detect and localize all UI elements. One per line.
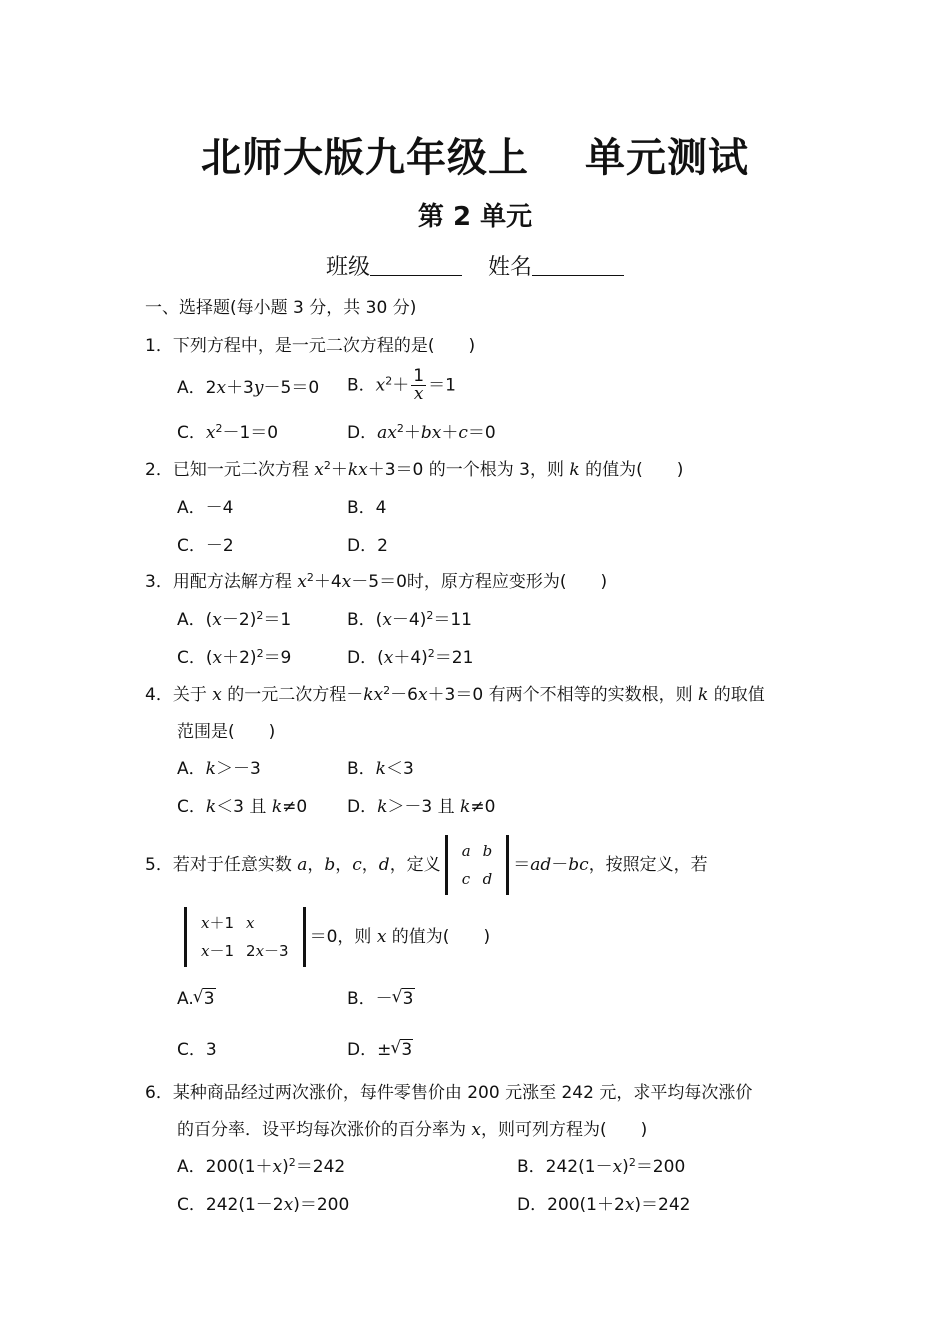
- q5-option-d[interactable]: [347, 1039, 413, 1061]
- q4-text-1: 关于: [172, 685, 213, 705]
- q5-option-b[interactable]: [347, 988, 415, 1010]
- q4-option-c[interactable]: C．k＜3 且 k≠0: [177, 797, 308, 817]
- option-label: A．: [177, 759, 206, 779]
- q2-stem: 2．已知一元二次方程 $x^2+kx+3=0$ 的一个根为 3，则 k 的值为( ): [145, 459, 684, 480]
- q6-text-2: 的百分率．设平均每次涨价的百分率为: [177, 1120, 472, 1140]
- q4-option-d[interactable]: D．k＞－3 且 k≠0: [347, 797, 496, 817]
- option-label: C．: [177, 797, 206, 817]
- q5-text-4: ＝0，则: [309, 927, 377, 947]
- option-label: B．－: [347, 989, 393, 1009]
- fraction-1-over-x: $\frac{1}{x}$: [413, 366, 425, 404]
- option-label: B．: [347, 375, 376, 396]
- q5-text-2: ，定义: [389, 855, 441, 875]
- q3-number: 3．: [145, 572, 173, 592]
- option-label: D．: [517, 1195, 548, 1215]
- name-blank[interactable]: [532, 253, 624, 276]
- class-name-line: [0, 250, 950, 281]
- q2-option-d[interactable]: D．2: [347, 536, 388, 556]
- q3-option-b[interactable]: B．$(x-4)^2=11$: [347, 609, 472, 630]
- q6-option-d[interactable]: D．200(1＋2x)＝242: [517, 1195, 691, 1215]
- q2-text-1: 已知一元二次方程: [172, 460, 315, 480]
- q2-text-2: 的一个根为 3，则: [423, 460, 570, 480]
- q5-text-3: ，按照定义，若: [588, 855, 708, 875]
- option-label: A．: [177, 1157, 206, 1177]
- and-word: 且: [437, 797, 455, 817]
- q6-option-b[interactable]: B．$242(1-x)^2=200$: [517, 1156, 686, 1177]
- determinant-definition: a b c d: [445, 835, 510, 895]
- option-label: B．: [347, 610, 376, 630]
- option-label: A．: [177, 378, 206, 398]
- q4-option-b[interactable]: B．k＜3: [347, 759, 414, 779]
- q3-option-c[interactable]: C．$(x+2)^2=9$: [177, 647, 292, 668]
- q6-stem-line-2: 的百分率．设平均每次涨价的百分率为 x，则可列方程为( ): [177, 1120, 648, 1140]
- q4-stem-line-1: 4．关于 x 的一元二次方程$-kx^2-6x+3=0$ 有两个不相等的实数根，则 k 的取值: [145, 684, 765, 705]
- q3-stem: 3．用配方法解方程 $x^2+4x-5=0$时，原方程应变形为( ): [145, 571, 608, 592]
- determinant-equation: x＋1 x x－1 2x－3: [184, 907, 306, 967]
- q5-option-c[interactable]: C．3: [177, 1040, 217, 1060]
- option-label: C．: [177, 423, 206, 443]
- title-part-2: 单元测试: [585, 135, 749, 181]
- q5-option-a[interactable]: [177, 988, 216, 1010]
- q5-stem-line-2: x＋1 x x－1 2x－3 ＝0，则 x 的值为( ): [180, 907, 490, 967]
- title-part-1: 北师大版九年级上: [201, 135, 529, 181]
- q2-option-b[interactable]: B．4: [347, 498, 387, 518]
- unit-title: 第 2 单元: [417, 202, 533, 232]
- q6-stem-line-1: [145, 1082, 752, 1104]
- q4-text-2: 的一元二次方程: [221, 685, 347, 705]
- sqrt-3: √ 3: [402, 988, 415, 1009]
- q4-text-4: 的取值: [708, 685, 765, 705]
- option-label: D．: [347, 423, 378, 443]
- q5-text-1: 若对于任意实数: [172, 855, 298, 875]
- q4-stem-line-2: 范围是( ): [177, 722, 276, 742]
- sqrt-3: √ 3: [400, 1039, 413, 1060]
- and-word: 且: [249, 797, 267, 817]
- q4-option-a[interactable]: A．k＞－3: [177, 759, 261, 779]
- page-title: [0, 126, 950, 183]
- option-label: A．: [177, 610, 206, 630]
- q3-option-a[interactable]: A．$(x-2)^2=1$: [177, 609, 292, 630]
- q4-number: 4．: [145, 685, 173, 705]
- q1-option-c[interactable]: C．$x^2-1=0$: [177, 422, 279, 443]
- q2-option-a[interactable]: A．－4: [177, 498, 234, 518]
- class-label: 班级: [325, 255, 370, 280]
- option-label: D．: [347, 797, 378, 817]
- q6-text-1: 某种商品经过两次涨价，每件零售价由 200 元涨至 242 元，求平均每次涨价: [172, 1083, 753, 1103]
- q1-stem: [145, 335, 475, 357]
- q1-option-b[interactable]: B．$x^2+$ $\frac{1}{x}$ ＝1: [347, 366, 456, 404]
- name-label: 姓名: [488, 255, 533, 280]
- q6-option-a[interactable]: A．$200(1+x)^2=242$: [177, 1156, 346, 1177]
- q3-option-d[interactable]: D．$(x+4)^2=21$: [347, 647, 474, 668]
- sqrt-3: √ 3: [203, 988, 216, 1009]
- q3-text-2: 时，原方程应变形为( ): [406, 572, 608, 592]
- q4-text-3: 有两个不相等的实数根，则: [483, 685, 698, 705]
- option-label: B．: [517, 1157, 546, 1177]
- q6-option-c[interactable]: C．242(1－2x)＝200: [177, 1195, 350, 1215]
- q5-number: 5．: [145, 855, 173, 875]
- q5-stem-line-1: 5．若对于任意实数 a，b，c，d，定义 a b c d ＝ad－bc，按照定义，若: [145, 835, 708, 895]
- option-label: B．: [347, 759, 376, 779]
- q2-number: 2．: [145, 460, 173, 480]
- option-label: C．: [177, 648, 206, 668]
- q5-text-5: 的值为( ): [386, 927, 491, 947]
- q6-number: 6．: [145, 1083, 173, 1103]
- q1-option-d[interactable]: D．$ax^2+bx+c=0$: [347, 422, 496, 443]
- q1-number: 1．: [145, 336, 173, 356]
- q3-text-1: 用配方法解方程: [172, 572, 298, 592]
- q6-text-3: ，则可列方程为( ): [481, 1120, 648, 1140]
- q1-text: 下列方程中，是一元二次方程的是( ): [172, 336, 476, 356]
- section-heading: 一、选择题(每小题 3 分，共 30 分): [145, 298, 417, 318]
- q1-option-a[interactable]: A．2x＋3y－5＝0: [177, 378, 320, 398]
- option-label: D．±: [347, 1040, 392, 1060]
- option-label: C．: [177, 1195, 206, 1215]
- option-label: D．: [347, 648, 378, 668]
- q2-text-3: 的值为( ): [579, 460, 684, 480]
- class-blank[interactable]: [370, 253, 462, 276]
- q2-option-c[interactable]: C．－2: [177, 536, 234, 556]
- option-label: A.: [177, 989, 194, 1009]
